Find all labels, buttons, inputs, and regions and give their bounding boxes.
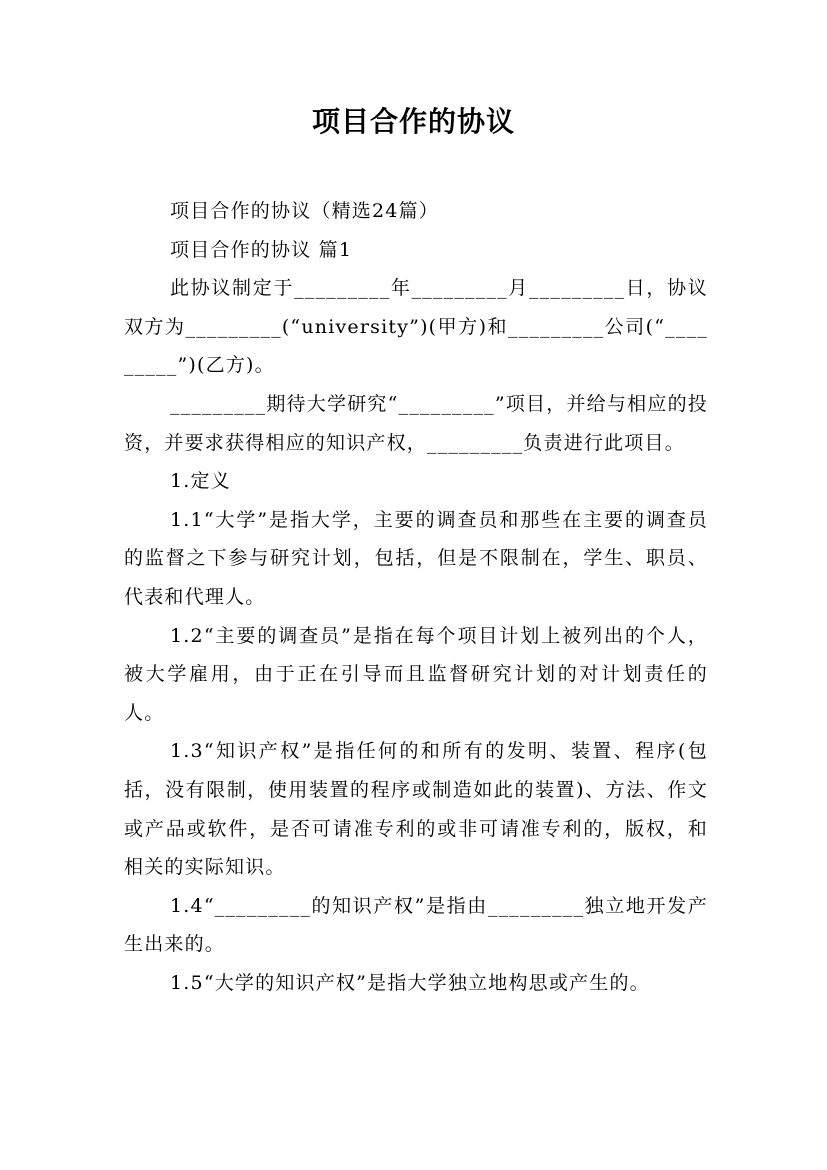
- paragraph-definition-1-5: 1.5“大学的知识产权”是指大学独立地构思或产生的。: [170, 971, 650, 994]
- paragraph-agreement-date: 此协议制定于_________年_________月_________日，协议双方为_________(“university”)(甲方)和_________公司(“_________”)(乙方)。: [124, 277, 708, 377]
- paragraph-section-heading: 项目合作的协议 篇1: [170, 238, 353, 261]
- document-title: 项目合作的协议: [311, 105, 515, 138]
- document-body: [124, 192, 708, 1002]
- paragraph-definition-1-1: 1.1“大学”是指大学，主要的调查员和那些在主要的调查员的监督之下参与研究计划，包括，但是不限制在，学生、职员、代表和代理人。: [124, 508, 708, 608]
- paragraph-project-intent: _________期待大学研究“_________”项目，并给与相应的投资，并要求获得相应的知识产权，_________负责进行此项目。: [124, 392, 708, 454]
- paragraph-subtitle: 项目合作的协议（精选24篇）: [170, 200, 439, 222]
- paragraph-definition-1-3: 1.3“知识产权”是指任何的和所有的发明、装置、程序(包括，没有限制，使用装置的程序或制造如此的装置)、方法、作文或产品或软件，是否可请准专利的或非可请准专利的，版权，和相关的实际知识。: [124, 740, 708, 879]
- paragraph-definition-1-2: 1.2“主要的调查员”是指在每个项目计划上被列出的个人，被大学雇用，由于正在引导而且监督研究计划的对计划责任的人。: [124, 624, 708, 724]
- paragraph-definition-1-4: 1.4“_________的知识产权”是指由_________独立地开发产生出来的。: [124, 894, 708, 956]
- paragraph-definitions-heading: 1.定义: [170, 470, 231, 493]
